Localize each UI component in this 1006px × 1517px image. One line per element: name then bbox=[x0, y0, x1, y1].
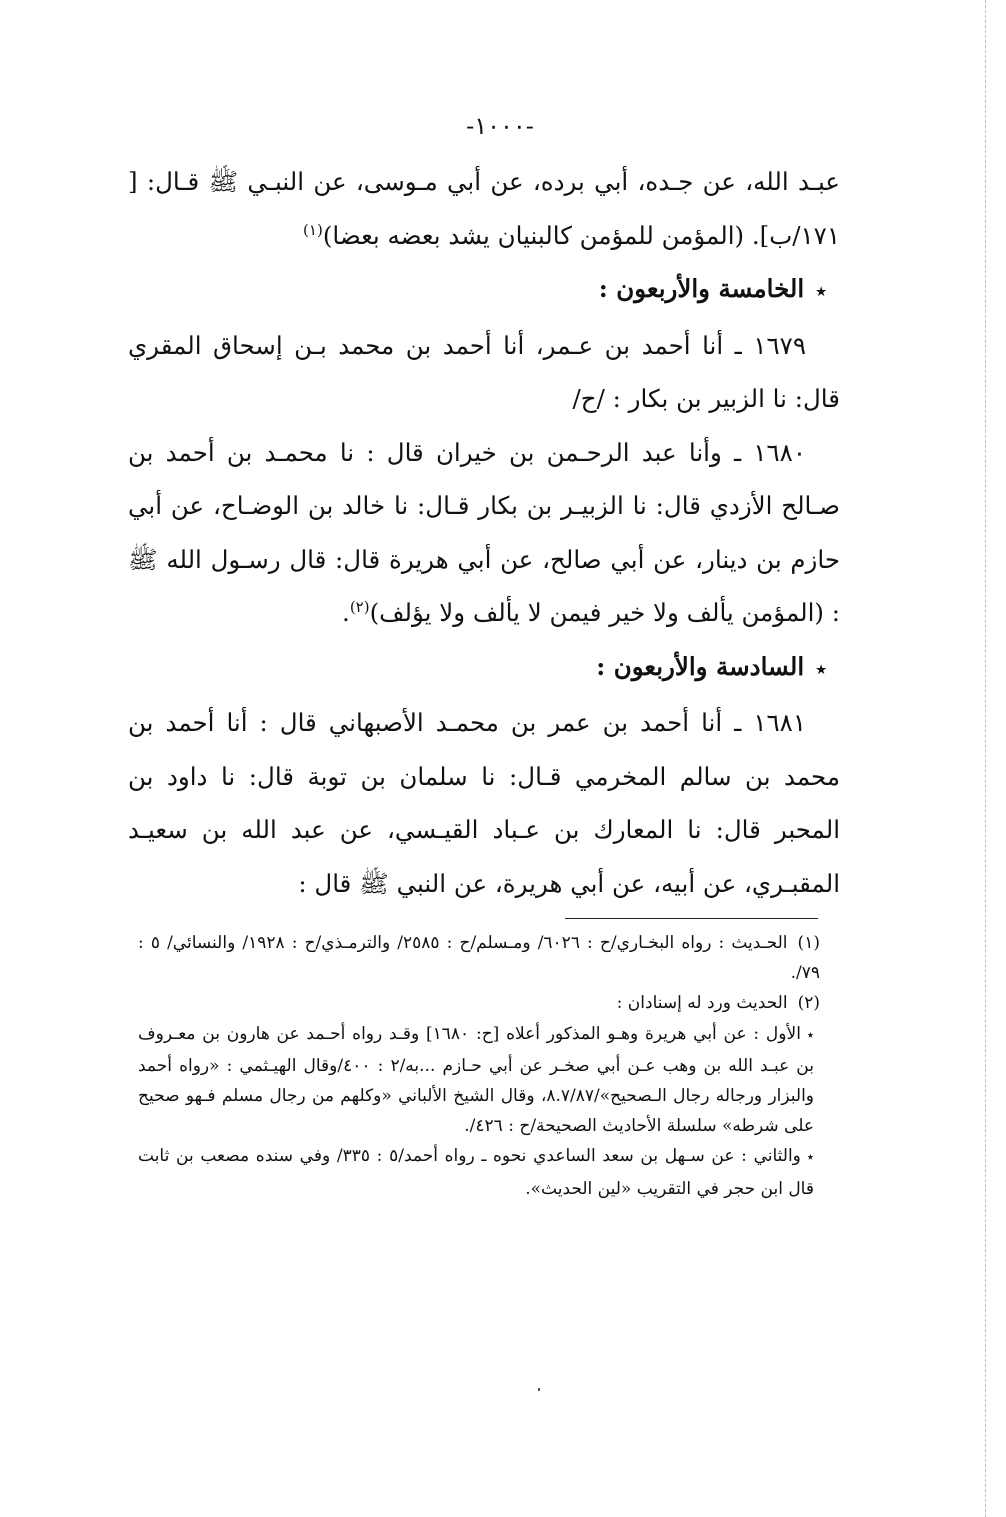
star-bullet-icon: ٭ bbox=[806, 1150, 814, 1166]
heading-46-text: السادسة والأربعون : bbox=[596, 651, 805, 681]
footnote-1-text: الحـديث : رواه البخـاري/ح : ٦٠٢٦/ ومـسلم/ح : ٢٥٨٥/ والترمـذي/ح : ١٩٢٨/ والنسائي/ ٥ : ٧٩/. bbox=[138, 933, 820, 984]
hadith-1681: ١٦٨١ ـ أنا أحمد بن عمر بن محمـد الأصبهاني قال : أنا أحمد بن محمد بن سالم المخرمي قـال: نا سلمان بن توبة قال: نا داود بن المحبر قال: نا المعارك بن عـباد القيـسي، عن عبد الله بن سعيـد المقبـري، عن أبيه، عن أبي هريرة، عن النبي ﷺ قال : bbox=[128, 708, 840, 898]
star-bullet-icon: ٭ bbox=[806, 1027, 815, 1043]
scan-speck bbox=[538, 1388, 540, 1391]
hadith-1680-text: ١٦٨٠ ـ وأنا عبد الرحـمن بن خيران قال : نا محمـد بن أحمد بن صـالح الأزدي قال: نا الزبيـر بن بكار قـال: نا خالد بن الوضـاح، عن أبي حازم بن دينار، عن أبي صالح، عن أبي هريرة قال: قال رسـول الله ﷺ : (المؤمن يألف ولا خير فيمن لا يألف ولا يؤلف) bbox=[128, 437, 840, 627]
footnote-divider bbox=[565, 918, 818, 919]
footnote-2-first-chain bbox=[138, 1019, 820, 1142]
hadith-1680 bbox=[128, 426, 840, 640]
footnote-ref-2: (٢) bbox=[349, 597, 370, 616]
star-bullet-icon: ٭ bbox=[816, 658, 826, 680]
opening-text: عبـد الله، عن جـده، أبي برده، عن أبي مـوسى، عن النبـي ﷺ قـال: [ ١٧١/ب]. (المؤمن للمؤمن كالبنيان يشد بعضه بعضا) bbox=[128, 167, 840, 250]
star-bullet-icon: ٭ bbox=[816, 281, 826, 302]
footnote-2-second-chain bbox=[138, 1141, 820, 1203]
page-number: -١٠٠٠- bbox=[466, 112, 534, 140]
footnote-2-text: الحديث ورد له إسنادان : bbox=[616, 993, 788, 1014]
footnote-1 bbox=[138, 928, 820, 988]
footnote-2-first-text: الأول : عن أبي هريرة وهـو المذكور أعلاه [ح: ١٦٨٠] وقـد رواه أحـمد عن هارون بن معـروف بن عبـد الله بن وهب عـن أبي صخـر عن أبي حـازم ...به/٢ : ٤٠٠/وقال الهيـثمي : «رواه أحمد والبزار ورجاله رجال الـصحيح»/٨.٧/٨٧، وقال الشيخ الألباني «وكلهم من رجال مسلم فـهو صحيح على شرطه» سلسلة الأحاديث الصحيحة/ح : ٤٢٦/. bbox=[138, 1023, 815, 1137]
footnote-2-second-text: والثاني : عن سـهل بن سعد الساعدي نحوه ـ رواه أحمد/٥ : ٣٣٥/ وفي سنده مصعب بن ثابت قال ابن حجر في التقريب «لين الحديث». bbox=[138, 1146, 814, 1199]
footnote-2-number: (٢) bbox=[797, 993, 820, 1014]
heading-46 bbox=[128, 640, 840, 697]
hadith-1680-end: . bbox=[342, 598, 350, 627]
footnote-2 bbox=[138, 988, 820, 1018]
hadith-1679: ١٦٧٩ ـ أنا أحمد بن عـمر، أنا أحمد بن محمد بـن إسحاق المقري قال: نا الزبير بن بكار : /ح/ bbox=[128, 330, 840, 413]
footnotes bbox=[138, 928, 820, 1204]
opening-paragraph bbox=[128, 155, 840, 262]
footnote-1-number: (١) bbox=[797, 933, 820, 953]
footnote-ref-1: (١) bbox=[303, 220, 323, 239]
heading-45 bbox=[128, 262, 840, 319]
main-text bbox=[128, 155, 840, 910]
scan-edge-line bbox=[985, 0, 986, 1517]
heading-45-text: الخامسة والأربعون : bbox=[598, 274, 805, 303]
